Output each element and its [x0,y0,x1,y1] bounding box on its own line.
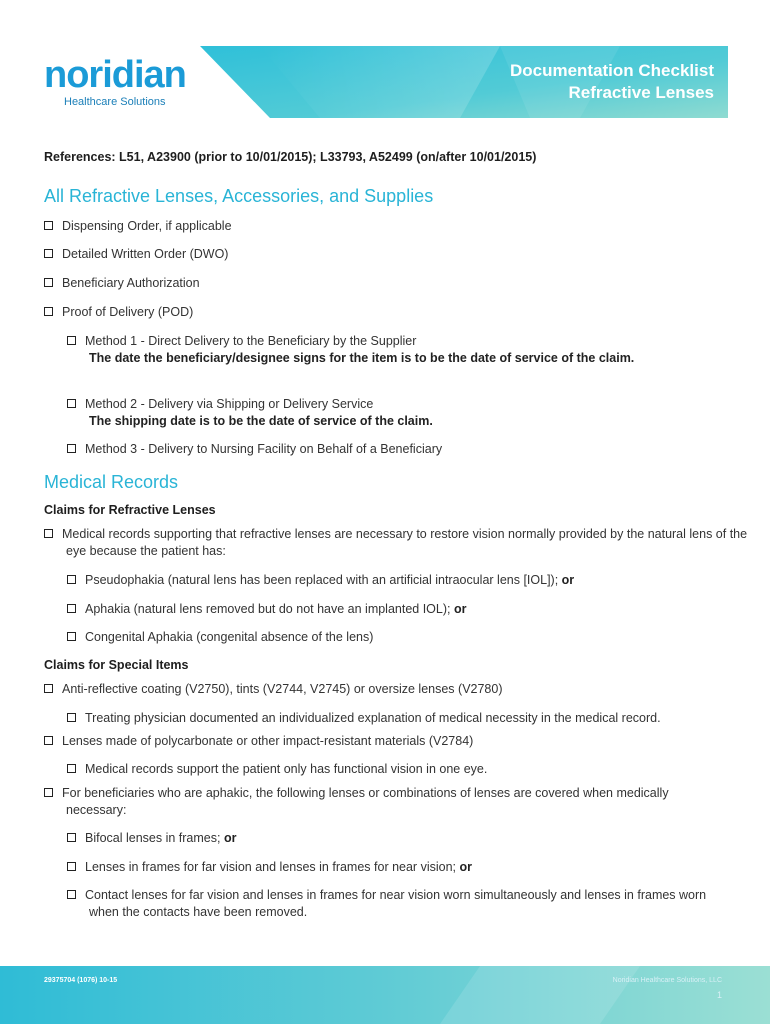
footer-banner [0,966,770,1024]
checkbox-icon[interactable] [67,833,76,842]
checklist-subitem: Bifocal lenses in frames; or [67,830,236,847]
title-line-1: Documentation Checklist [509,61,714,80]
checkbox-icon[interactable] [67,764,76,773]
checklist-item: Lenses made of polycarbonate or other impact-resistant materials (V2784) [44,733,473,750]
section-heading-medical-records: Medical Records [44,472,179,492]
checklist-subitem: Method 1 - Direct Delivery to the Beneficiary by the Supplier The date the beneficiary/designee signs for the item is to be the date of service of the claim. [67,333,649,367]
checklist-subitem: Congenital Aphakia (congenital absence of the lens) [67,629,373,646]
checkbox-icon[interactable] [67,632,76,641]
checkbox-icon[interactable] [67,862,76,871]
checkbox-icon[interactable] [67,890,76,899]
checkbox-icon[interactable] [44,278,53,287]
checklist-subitem: Medical records support the patient only has functional vision in one eye. [67,761,487,778]
checklist-subitem: Aphakia (natural lens removed but do not have an implanted IOL); or [67,601,466,618]
checklist-item: Detailed Written Order (DWO) [44,246,228,263]
title-line-2: Refractive Lenses [568,83,714,102]
checkbox-icon[interactable] [44,736,53,745]
checkbox-icon[interactable] [44,307,53,316]
logo-wordmark: noridian [44,54,186,96]
checkbox-icon[interactable] [44,221,53,230]
checkbox-icon[interactable] [67,444,76,453]
checkbox-icon[interactable] [44,684,53,693]
footer-code: 29375704 (1076) 10-15 [44,977,118,984]
checklist-subitem: Method 2 - Delivery via Shipping or Delivery Service The shipping date is to be the date of service of the claim. [67,396,649,430]
noridian-logo [44,56,186,108]
checklist-subitem: Method 3 - Delivery to Nursing Facility on Behalf of a Beneficiary [67,441,442,458]
footer-company: Noridian Healthcare Solutions, LLC [612,977,722,984]
checkbox-icon[interactable] [44,788,53,797]
subheading-special-items: Claims for Special Items [44,658,189,672]
checklist-item: Proof of Delivery (POD) [44,304,193,321]
checkbox-icon[interactable] [67,604,76,613]
checklist-item: Beneficiary Authorization [44,275,200,292]
checkbox-icon[interactable] [67,336,76,345]
subheading-refractive: Claims for Refractive Lenses [44,503,216,517]
document-title [510,60,714,104]
checklist-subitem: Pseudophakia (natural lens has been replaced with an artificial intraocular lens [IOL]); or [67,572,574,589]
section-heading-supplies: All Refractive Lenses, Accessories, and Supplies [44,186,434,206]
checklist-subitem: Treating physician documented an individualized explanation of medical necessity in the medical record. [67,710,661,727]
checklist-subitem: Lenses in frames for far vision and lenses in frames for near vision; or [67,859,472,876]
checklist-item: Dispensing Order, if applicable [44,218,232,235]
page-number: 1 [716,990,722,1000]
references: References: L51, A23900 (prior to 10/01/2015); L33793, A52499 (on/after 10/01/2015) [44,150,537,164]
method-note: The date the beneficiary/designee signs for the item is to be the date of service of the claim. [89,351,635,365]
checkbox-icon[interactable] [67,713,76,722]
checkbox-icon[interactable] [67,399,76,408]
checklist-item: Medical records supporting that refractive lenses are necessary to restore vision normally provided by the natural lens of the eye because the patient has: [44,526,756,560]
checkbox-icon[interactable] [67,575,76,584]
checkbox-icon[interactable] [44,249,53,258]
checklist-item: For beneficiaries who are aphakic, the following lenses or combinations of lenses are covered when medically necessary: [44,785,726,819]
method-note: The shipping date is to be the date of service of the claim. [89,414,433,428]
checklist-subitem: Contact lenses for far vision and lenses in frames for near vision worn simultaneously and lenses in frames worn when the contacts have been removed. [67,887,739,921]
checkbox-icon[interactable] [44,529,53,538]
logo-subtitle: Healthcare Solutions [64,96,166,108]
checklist-item: Anti-reflective coating (V2750), tints (V2744, V2745) or oversize lenses (V2780) [44,681,503,698]
